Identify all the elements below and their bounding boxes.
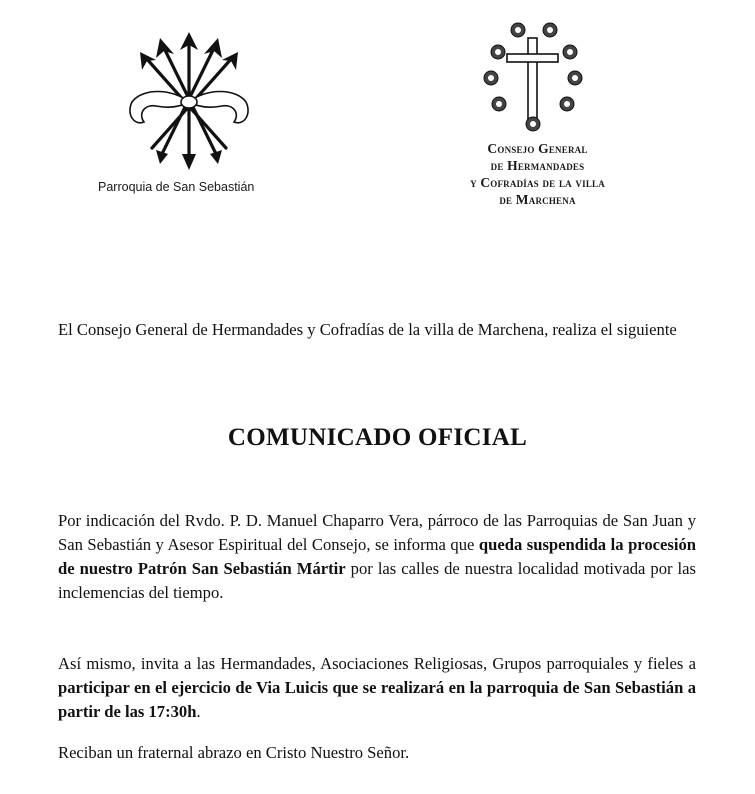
paragraph-1-part-2: por las calles de nuestra localidad motivada por las inclemencias del tiempo. [58, 559, 696, 602]
paragraph-suspension [58, 509, 696, 605]
parish-name: Parroquia de San Sebastián [98, 180, 255, 194]
document-title: COMUNICADO OFICIAL [227, 424, 528, 451]
closing-text: Reciban un fraternal abrazo en Cristo Nuestro Señor. [58, 743, 410, 762]
council-name [430, 140, 645, 208]
paragraph-1-part-1: Por indicación del Rvdo. P. D. Manuel Chaparro Vera, párroco de las Parroquias de San Juan y San Sebastián y Asesor Espiritual del Consejo, se informa que [58, 511, 696, 554]
council-name-line-1: Consejo General [487, 141, 588, 156]
paragraph-2-part-2: . [196, 702, 201, 721]
cross-with-shields-icon [473, 20, 593, 132]
paragraph-2-part-1: Así mismo, invita a las Hermandades, Asociaciones Religiosas, Grupos parroquiales y fieles a [58, 654, 696, 673]
paragraph-invitation [58, 652, 696, 724]
paragraph-2-bold: participar en el ejercicio de Via Luicis que se realizará en la parroquia de San Sebastián a partir de las 17:30h [58, 678, 696, 721]
council-name-line-4: de Marchena [499, 192, 576, 207]
council-name-line-3: y Cofradías de la villa [470, 175, 605, 190]
council-name-line-2: de Hermandades [490, 158, 585, 173]
intro-text: El Consejo General de Hermandades y Cofradías de la villa de Marchena, realiza el siguiente [58, 320, 677, 339]
paragraph-1-bold: queda suspendida la procesión de nuestro Patrón San Sebastián Mártir [58, 535, 696, 578]
arrows-bundle-icon [122, 30, 257, 175]
